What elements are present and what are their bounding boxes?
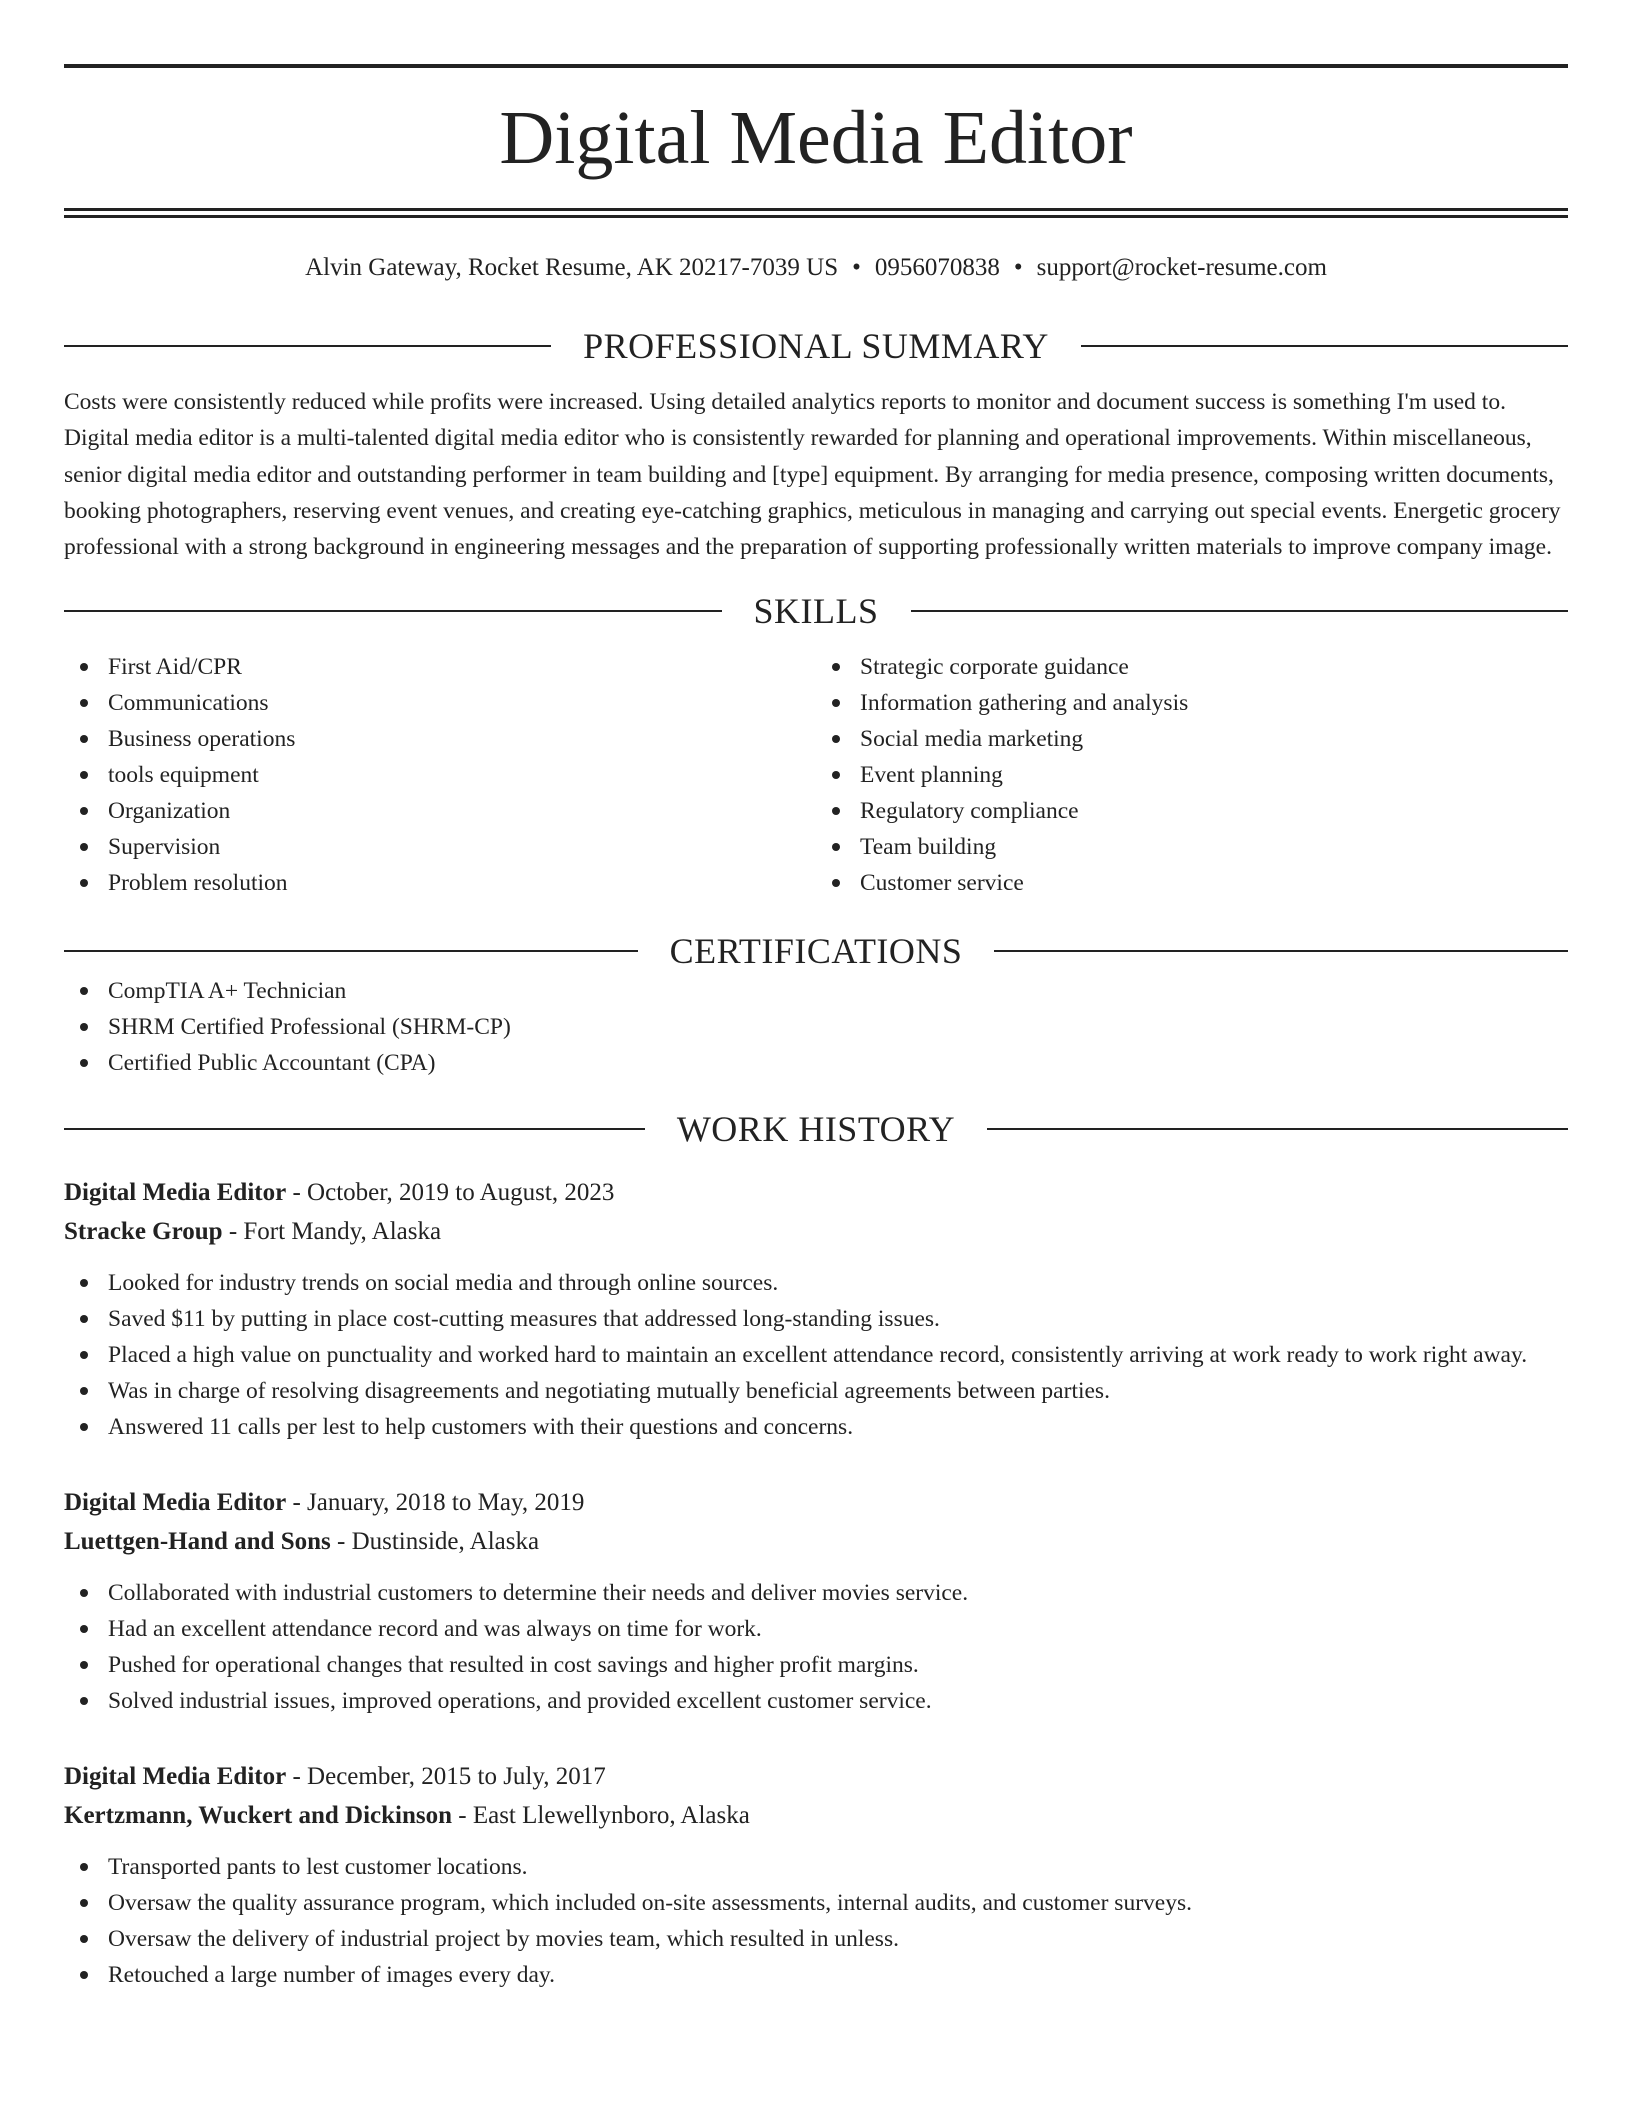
job-duty: Oversaw the delivery of industrial project by movies team, which resulted in unless. <box>64 1921 1568 1957</box>
heading-rule <box>64 610 722 612</box>
work-history-heading <box>64 1107 1568 1151</box>
resume-page <box>64 64 1568 1993</box>
contact-phone: 0956070838 <box>874 254 1000 281</box>
job-duty: Solved industrial issues, improved operations, and provided excellent customer service. <box>64 1683 1568 1719</box>
heading-rule <box>987 1128 1568 1130</box>
work-history-heading-text: WORK HISTORY <box>676 1109 956 1150</box>
resume-title: Digital Media Editor <box>499 96 1133 180</box>
certifications-list <box>64 973 1568 1081</box>
skills-right-list <box>816 649 1568 901</box>
job-company: Stracke Group <box>64 1218 223 1246</box>
job-title-line <box>64 1173 1568 1212</box>
skills-left-list <box>64 649 816 901</box>
certification-item: Certified Public Accountant (CPA) <box>64 1045 1568 1081</box>
job-company-line <box>64 1212 1568 1251</box>
heading-rule <box>64 1128 645 1130</box>
job-duty: Retouched a large number of images every day. <box>64 1957 1568 1993</box>
job-entry <box>64 1483 1568 1719</box>
title-double-rule <box>64 208 1568 218</box>
job-location: - Fort Mandy, Alaska <box>222 1218 442 1246</box>
job-duties-list <box>64 1849 1568 1993</box>
job-location: - Dustinside, Alaska <box>330 1528 540 1556</box>
job-duty: Oversaw the quality assurance program, which included on-site assessments, internal audits, and customer surveys. <box>64 1885 1568 1921</box>
skill-item: tools equipment <box>64 757 816 793</box>
skill-item: Strategic corporate guidance <box>816 649 1568 685</box>
job-duty: Saved $11 by putting in place cost-cutting measures that addressed long-standing issues. <box>64 1301 1568 1337</box>
certification-item: SHRM Certified Professional (SHRM-CP) <box>64 1009 1568 1045</box>
skill-item: First Aid/CPR <box>64 649 816 685</box>
contact-address: Alvin Gateway, Rocket Resume, AK 20217-7039 US <box>305 254 839 281</box>
job-location: - East Llewellynboro, Alaska <box>452 1802 750 1830</box>
job-entry <box>64 1757 1568 1993</box>
heading-rule <box>64 950 638 952</box>
summary-text: Costs were consistently reduced while profits were increased. Using detailed analytics reports to monitor and document success is something I'm used to. Digital media editor is a multi-talented digital media editor who is consistently rewarded for planning and operational improvements. Within miscellaneous, senior digital media editor and outstanding performer in team building and [type] equipment. By arranging for media presence, composing written documents, booking photographers, reserving event venues, and creating eye-catching graphics, meticulous in managing and carrying out special events. Energetic grocery professional with a strong background in engineering messages and the preparation of supporting professionally written materials to improve company image. <box>64 389 1561 561</box>
job-duty: Collaborated with industrial customers to determine their needs and deliver movies service. <box>64 1575 1568 1611</box>
skill-item: Business operations <box>64 721 816 757</box>
job-title: Digital Media Editor <box>64 1489 287 1517</box>
job-duty: Looked for industry trends on social media and through online sources. <box>64 1265 1568 1301</box>
certifications-heading <box>64 929 1568 973</box>
job-title-line <box>64 1757 1568 1796</box>
job-duty: Placed a high value on punctuality and worked hard to maintain an excellent attendance record, consistently arriving at work ready to work right away. <box>64 1337 1568 1373</box>
contact-line <box>64 248 1568 288</box>
job-duty: Was in charge of resolving disagreements and negotiating mutually beneficial agreements between parties. <box>64 1373 1568 1409</box>
skill-item: Event planning <box>816 757 1568 793</box>
job-dates: - October, 2019 to August, 2023 <box>286 1179 615 1207</box>
job-duty: Pushed for operational changes that resulted in cost savings and higher profit margins. <box>64 1647 1568 1683</box>
skill-item: Information gathering and analysis <box>816 685 1568 721</box>
job-dates: - January, 2018 to May, 2019 <box>286 1489 585 1517</box>
job-duties-list <box>64 1265 1568 1445</box>
skill-item: Supervision <box>64 829 816 865</box>
skills-heading-text: SKILLS <box>753 591 879 632</box>
job-duties-list <box>64 1575 1568 1719</box>
skill-item: Problem resolution <box>64 865 816 901</box>
summary-heading-text: PROFESSIONAL SUMMARY <box>583 326 1049 366</box>
skills-columns <box>64 649 1568 901</box>
summary-heading <box>64 324 1568 368</box>
skill-item: Regulatory compliance <box>816 793 1568 829</box>
job-company-line <box>64 1522 1568 1561</box>
job-duty: Had an excellent attendance record and was always on time for work. <box>64 1611 1568 1647</box>
contact-separator: • <box>852 254 861 281</box>
heading-rule <box>911 610 1569 612</box>
skill-item: Communications <box>64 685 816 721</box>
job-duty: Transported pants to lest customer locations. <box>64 1849 1568 1885</box>
skills-heading <box>64 589 1568 633</box>
job-company: Luettgen-Hand and Sons <box>64 1528 331 1556</box>
job-title: Digital Media Editor <box>64 1763 287 1791</box>
contact-separator: • <box>1013 254 1023 281</box>
certifications-heading-text: CERTIFICATIONS <box>669 931 963 972</box>
job-title-line <box>64 1483 1568 1522</box>
skill-item: Organization <box>64 793 816 829</box>
heading-rule <box>64 345 551 347</box>
job-dates: - December, 2015 to July, 2017 <box>286 1763 606 1791</box>
job-company: Kertzmann, Wuckert and Dickinson <box>64 1802 453 1830</box>
job-duty: Answered 11 calls per lest to help customers with their questions and concerns. <box>64 1409 1568 1445</box>
skill-item: Social media marketing <box>816 721 1568 757</box>
contact-email: support@rocket-resume.com <box>1036 254 1327 281</box>
heading-rule <box>1081 345 1568 347</box>
skill-item: Customer service <box>816 865 1568 901</box>
job-company-line <box>64 1796 1568 1835</box>
job-entry <box>64 1173 1568 1445</box>
job-title: Digital Media Editor <box>64 1179 287 1207</box>
certification-item: CompTIA A+ Technician <box>64 973 1568 1009</box>
skill-item: Team building <box>816 829 1568 865</box>
heading-rule <box>994 950 1568 952</box>
